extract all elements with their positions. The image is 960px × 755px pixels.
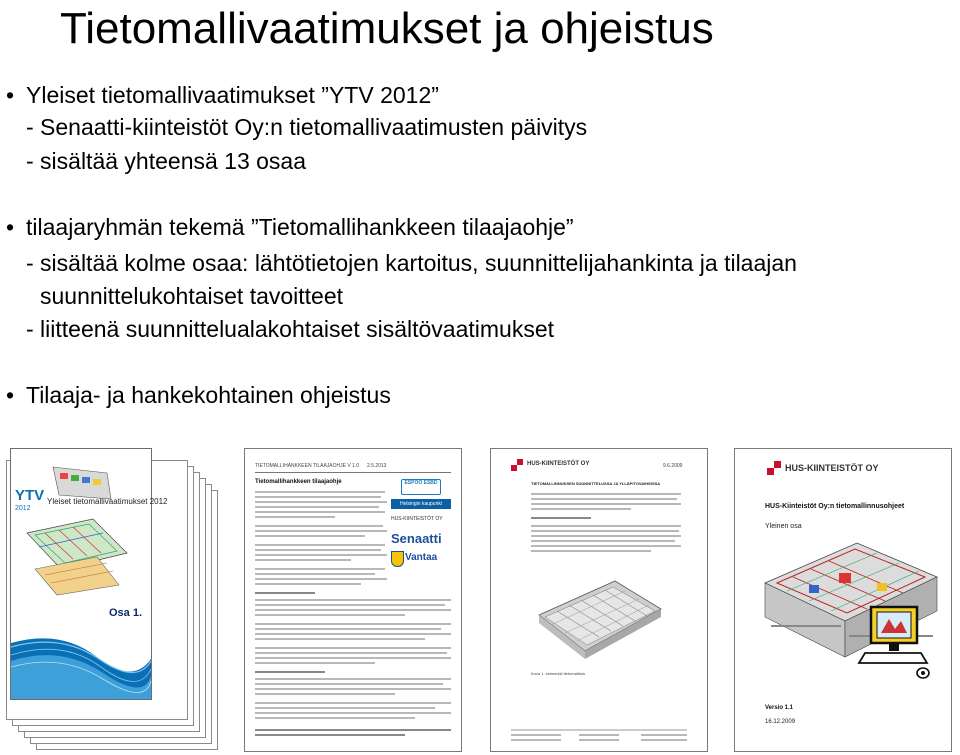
vantaa-crest-icon — [391, 551, 404, 567]
doc3-date: 9.6.2009 — [663, 463, 683, 469]
computer-workstation-icon — [855, 603, 935, 681]
doc4-subtitle: Yleinen osa — [765, 523, 802, 530]
ytv-year: 2012 — [15, 505, 31, 512]
doc2-header-right: 2.5.2013 — [367, 463, 387, 469]
bullet-1-text: Yleiset tietomallivaatimukset ”YTV 2012” — [26, 82, 439, 108]
bullet-3-text: Tilaaja- ja hankekohtainen ohjeistus — [26, 382, 391, 408]
slide-title: Tietomallivaatimukset ja ohjeistus — [60, 4, 714, 53]
bullet-2-text: tilaajaryhmän tekemä ”Tietomallihankkeen tilaajaohje” — [26, 214, 574, 240]
vantaa-logo: Vantaa — [405, 552, 438, 563]
bullet-marker: • — [6, 382, 15, 408]
doc3-logo-text: HUS-KIINTEISTÖT OY — [527, 461, 590, 467]
bullet-1-sub-2: - sisältää yhteensä 13 osaa — [26, 148, 307, 174]
bullet-marker: • — [6, 214, 15, 240]
bullet-2-sub-3: - liitteenä suunnittelualakohtaiset sisältövaatimukset — [26, 316, 555, 342]
espoo-logo: ESPOO ESBD — [401, 479, 441, 495]
doc4-logo-text: HUS-KIINTEISTÖT OY — [785, 463, 879, 473]
floorplan-model-image — [529, 559, 669, 667]
hus-logo-small: HUS-KIINTEISTÖT OY — [391, 516, 443, 522]
doc4-title: HUS-Kiinteistöt Oy:n tietomallinnusohjeet — [765, 503, 905, 510]
doc2-title: Tietomallihankkeen tilaajaohje — [255, 479, 342, 485]
partner-logos — [391, 479, 453, 583]
helsinki-logo: Helsingin kaupunki — [391, 499, 451, 509]
hus-guidelines-cover — [734, 448, 952, 752]
bullet-2-sub-2: suunnittelukohtaiset tavoitteet — [40, 283, 344, 309]
ytv-logo: YTV — [15, 487, 45, 504]
hus-logo-icon — [511, 459, 523, 471]
hus-logo-icon — [767, 461, 781, 475]
senaatti-logo: Senaatti — [391, 531, 442, 546]
hus-requirements-document: HUS-KIINTEISTÖT OY 9.6.2009 TIETOMALLINNUKSEN SUUNNITTELUSSA JA YLLÄPITOVAIHEISSA Kuva 1. esimerkki tietomallista — [490, 448, 708, 752]
ytv-cover-title: Yleiset tietomallivaatimukset 2012 — [47, 497, 168, 506]
doc4-version: Versio 1.1 — [765, 705, 794, 711]
bullet-1-sub-1: - Senaatti-kiinteistöt Oy:n tietomallivaatimusten päivitys — [26, 114, 588, 140]
tilaajaohje-document — [244, 448, 462, 752]
doc3-heading: TIETOMALLINNUKSEN SUUNNITTELUSSA JA YLLÄPITOVAIHEISSA — [531, 481, 661, 486]
building-model-illustration — [15, 457, 145, 597]
doc2-header-left: TIETOMALLIHANKKEEN TILAAJAOHJE V 1.0 — [255, 463, 360, 469]
ytv-part-label: Osa 1. — [109, 607, 143, 619]
doc4-date: 16.12.2009 — [765, 719, 796, 725]
bullet-marker: • — [6, 82, 15, 108]
bullet-2-sub-1: - sisältää kolme osaa: lähtötietojen kartoitus, suunnittelijahankinta ja tilaajan — [26, 250, 797, 276]
ytv-document-cover — [10, 448, 168, 700]
ytv-part-sublabel: Yleinen osuus — [109, 621, 133, 635]
